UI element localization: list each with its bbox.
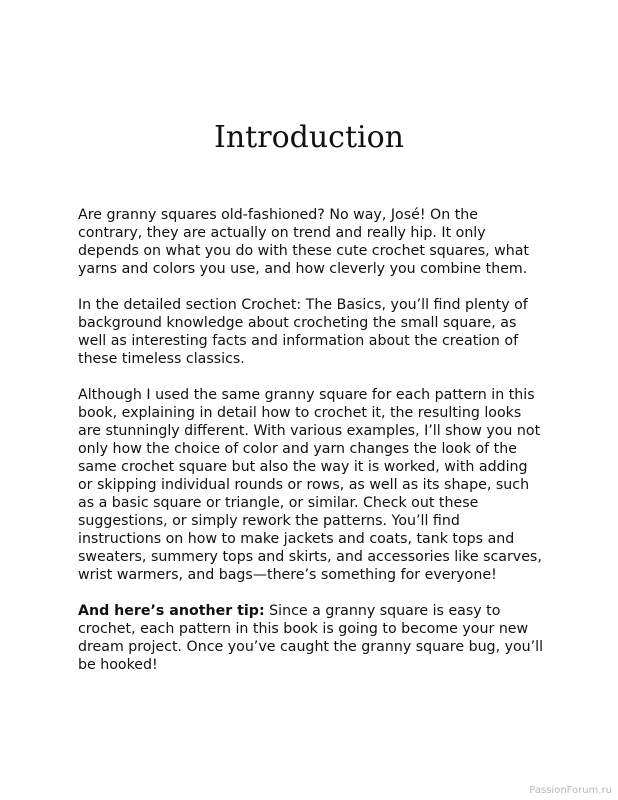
tip-label: And here’s another tip: — [78, 603, 265, 619]
paragraph-3: Although I used the same granny square for each pattern in this book, explaining in detail how to crochet it, the resulting looks are stunningly different. With various examples, I’ll show you not only how the choice of color and yarn changes the look of the same crochet square but also the way it is worked, with adding or skipping individual rounds or rows, as well as its shape, such as a basic square or triangle, or similar. Check out these suggestions, or simply rework the patterns. You’ll find instructions on how to make jackets and coats, tank tops and sweaters, summery tops and skirts, and accessories like scarves, wrist warmers, and bags—there’s something for everyone! — [78, 387, 542, 583]
page-title: Introduction — [214, 120, 404, 155]
paragraph-2: In the detailed section Crochet: The Basics, you’ll find plenty of background knowledge about crocheting the small square, as well as interesting facts and information about the creation of these timeless classics. — [78, 297, 528, 367]
watermark: PassionForum.ru — [529, 785, 612, 796]
tip-text: Since a granny square is easy to crochet, each pattern in this book is going to become your new dream project. Once you’ve caught the granny square bug, you’ll be hooked! — [78, 603, 544, 673]
paragraph-1: Are granny squares old-fashioned? No way, José! On the contrary, they are actually on trend and really hip. It only depends on what you do with these cute crochet squares, what yarns and colors you use, and how cleverly you combine them. — [78, 207, 529, 277]
body-text — [78, 206, 546, 692]
tip-paragraph — [78, 602, 546, 674]
